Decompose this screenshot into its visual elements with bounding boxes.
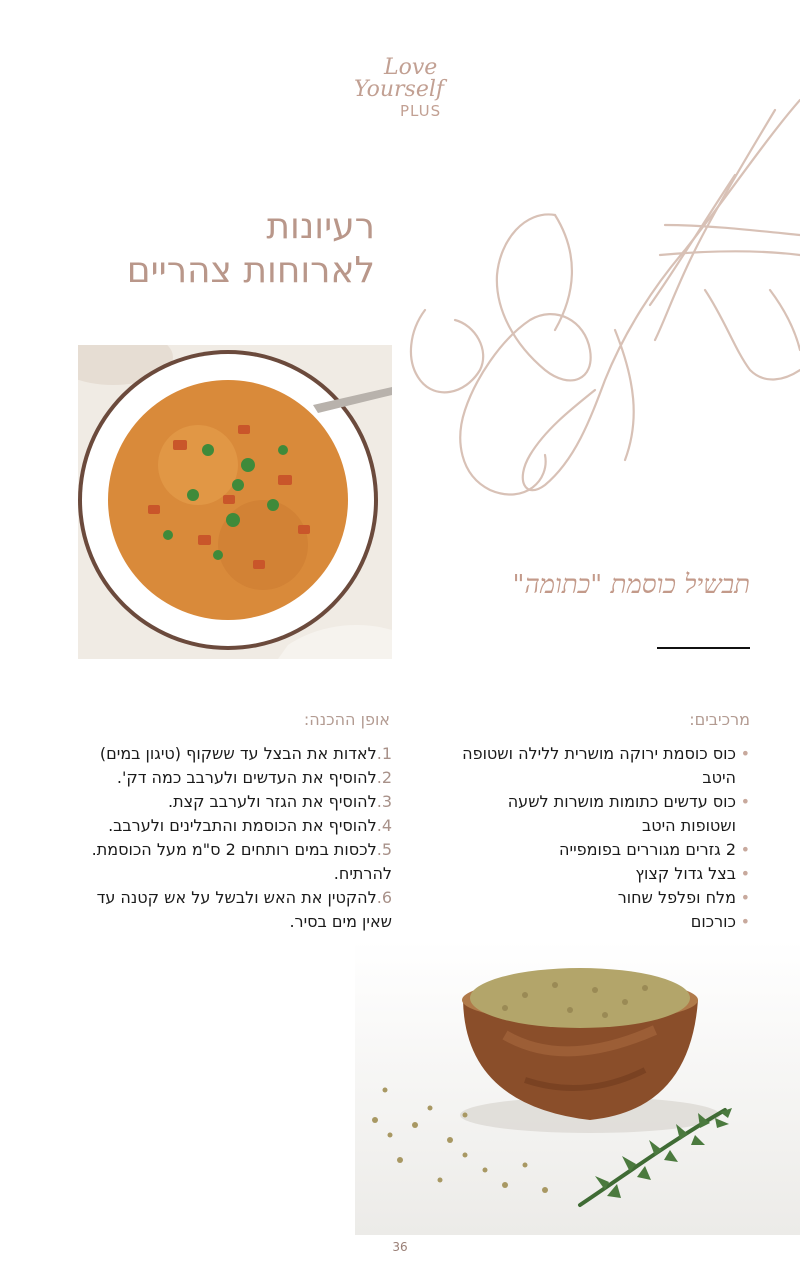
step-text: להוסיף את הכוסמת והתבלינים ולערבב. xyxy=(108,816,377,835)
logo-text-plus: PLUS xyxy=(400,102,442,120)
step-text: להוסיף את העדשים ולערבב כמה דק'. xyxy=(116,768,377,787)
method-step xyxy=(67,886,392,934)
method-step xyxy=(67,814,392,838)
dish-photo xyxy=(78,345,392,659)
ingredient-item: • 2 גזרים מגוררים בפומפייה xyxy=(450,838,750,862)
step-number: 3. xyxy=(376,792,392,811)
logo-text-yourself: Yourself xyxy=(354,77,445,102)
step-text: להוסיף את הגזר ולערבב קצת. xyxy=(168,792,377,811)
title-line-2: לארוחות צהריים xyxy=(126,250,375,291)
step-number: 5. xyxy=(376,840,392,859)
step-number: 1. xyxy=(376,744,392,763)
divider-line xyxy=(657,647,750,649)
step-text: לכסות במים רותחים 2 ס"מ מעל הכוסמת. להרתיח. xyxy=(91,840,392,883)
ingredient-item: • כוס עדשים כתומות מושרות לשעה ושטופות היטב xyxy=(450,790,750,838)
ingredient-item: • מלח ופלפל שחור xyxy=(450,886,750,910)
ingredient-item: • כוס כוסמת ירוקה מושרית ללילה ושטופה היטב xyxy=(450,742,750,790)
method-step xyxy=(67,742,392,766)
buckwheat-bowl-photo xyxy=(355,940,800,1235)
ingredients-label: מרכיבים: xyxy=(689,710,750,729)
method-step xyxy=(67,766,392,790)
step-number: 6. xyxy=(376,888,392,907)
step-number: 2. xyxy=(376,768,392,787)
step-text: לאדות את הבצל עד ששקוף (טיגון במים) xyxy=(99,744,377,763)
ingredient-item: • כורכום xyxy=(450,910,750,934)
logo-text-love: Love xyxy=(384,55,438,80)
ingredients-list xyxy=(450,742,750,934)
title-line-1: רעיונות xyxy=(266,206,375,247)
decorative-line-art xyxy=(405,80,800,510)
page-number: 36 xyxy=(392,1240,408,1254)
page-title xyxy=(127,205,375,293)
method-steps xyxy=(67,742,392,934)
method-label: אופן ההכנה: xyxy=(303,710,390,729)
ingredient-item: • בצל גדול קצוץ xyxy=(450,862,750,886)
method-step xyxy=(67,790,392,814)
step-number: 4. xyxy=(376,816,392,835)
recipe-name: תבשיל כוסמת "כתומה" xyxy=(512,570,750,600)
method-step xyxy=(67,838,392,886)
step-text: להקטין את האש ולבשל על אש קטנה עד שאין מים בסיר. xyxy=(96,888,392,931)
